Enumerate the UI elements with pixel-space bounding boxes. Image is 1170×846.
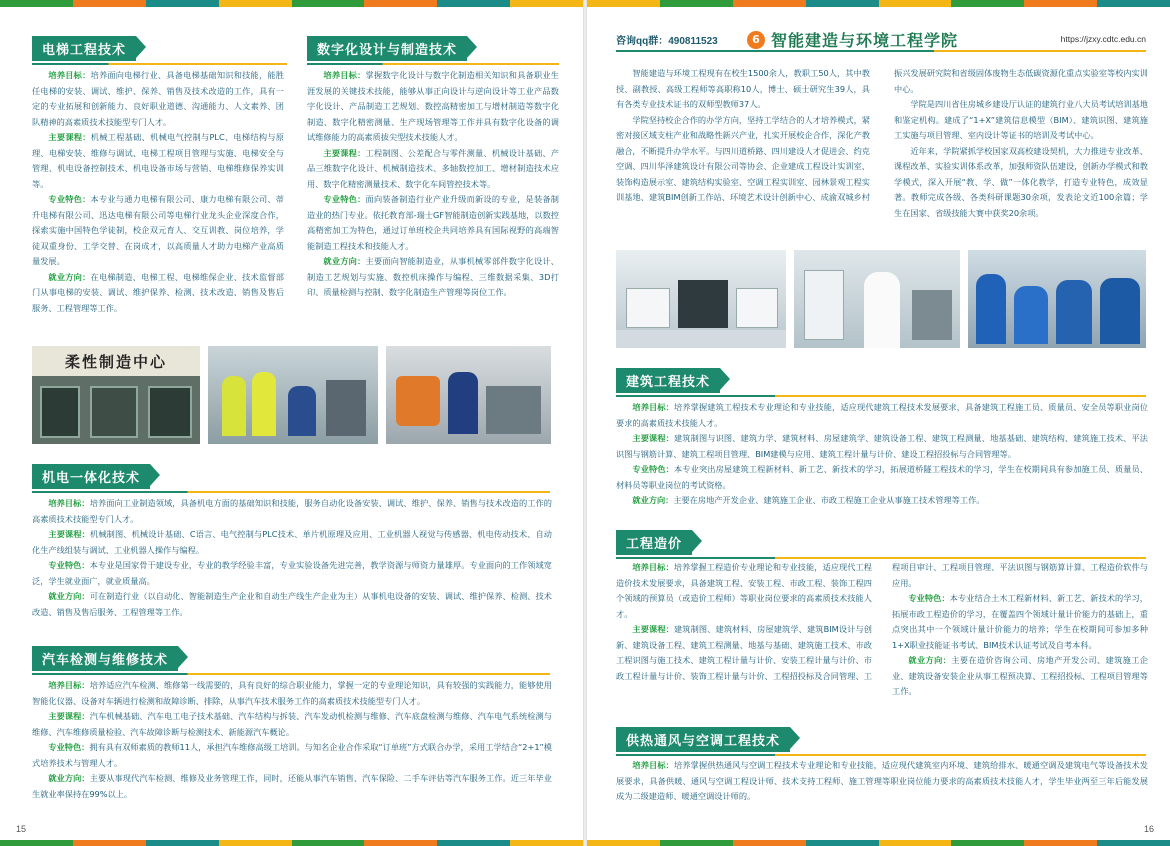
career-label: 就业方向： (48, 773, 90, 783)
feature-text: 拥有具有双师素质的教师11人，承担汽车维修高级工培训。与知名企业合作采取“订单班”方式联合办学，采用工学结合“2+1”模式培养技术与管理人才。 (32, 742, 552, 768)
career-label: 就业方向： (48, 591, 90, 601)
elevator-section-body (32, 68, 284, 316)
course-label: 主要课程： (632, 433, 674, 443)
goal-label: 培养目标： (632, 402, 674, 412)
intro-paragraph: 智能建造与环境工程现有在校生1500余人，教职工50人，其中教授、副教授、高级工程师等高职称10人，博士、硕士研究生39人，具有各类专业技术证书的双师型教师37人。 (616, 68, 870, 109)
career-text: 主要从事现代汽车检测、维修及业务管理工作，同时，还能从事汽车销售、汽车保险、二手车评估等汽车服务工作。近三年毕业生就业率保持在99%以上。 (32, 773, 552, 799)
college-number-badge: 6 (747, 31, 765, 49)
college-intro (616, 66, 1148, 236)
goal-text: 培养面向电梯行业、具备电梯基础知识和技能，能胜任电梯的安装、调试、维护、保养、销售及技术改造的工作，具有一定的专业拓展和创新能力、良好职业道德、沟通能力、人文素养、团队精神的高素质技术技能型专门人才。 (32, 70, 284, 127)
arch-section-body (616, 400, 1148, 509)
career-text: 主要面向智能制造业，从事机械零部件数字化设计、制造工艺规划与实施、数控机床操作与编程、三维数据采集、3D打印、质量检测与控制、数字化制造生产管理等岗位工作。 (307, 256, 559, 297)
auto-section-header (32, 646, 178, 671)
course-label: 主要课程： (323, 147, 366, 158)
right-page (587, 0, 1170, 846)
career-label: 就业方向： (323, 256, 366, 266)
goal-label: 培养目标： (632, 760, 674, 770)
section-title: 工程造价 (616, 530, 692, 555)
top-color-stripe (587, 0, 1170, 7)
feature-text: 本专业突出房屋建筑工程新材料、新工艺、新技术的学习，拓展道桥隧工程技术的学习，学生在校期间具有参加施工员、质量员、材料员等职业岗位的考试资格。 (616, 464, 1148, 490)
cost-section-header (616, 530, 692, 555)
elevator-section-header (32, 36, 136, 61)
intro-paragraph: 学院坚持校企合作的办学方向，坚持工学结合的人才培养模式，紧密对接区域支柱产业和战略性新兴产业，扎实开展校企合作，深化产教融合，不断提升办学水平。与四川道桥路、四川建设人才促进会、约克空调、四川华泽建筑设计有限公司等协会、企业建成工程设计实训室、装饰构造展示室、建筑结构实验室、空调工程实训室、园林景观工程实训基地、建筑BIM创新工作站、环境艺术设计创新中心、成渝双城乡村振兴发展研究院和省级固体废物生态低碳资源化重点实验室等校内实训中心。 (616, 68, 1148, 202)
feature-label: 专业特色： (48, 194, 91, 204)
course-text: 机械制图、机械设计基础、C语言、电气控制与PLC技术、单片机原理及应用、工业机器人视觉与传感器、机电传动技术、自动化生产线组装与调试、工业机器人操作与编程。 (32, 529, 552, 555)
course-text: 汽车机械基础、汽车电工电子技术基础、汽车结构与拆装、汽车发动机检测与维修、汽车底盘检测与维修、汽车电气系统检测与维修、汽车维修质量检验、汽车故障诊断与检测技术、新能源汽车概论。 (32, 711, 552, 737)
goal-label: 培养目标： (48, 70, 91, 80)
college-name: 智能建造与环境工程学院 (771, 31, 959, 50)
digital-section-body (307, 68, 559, 301)
feature-label: 专业特色： (48, 560, 90, 570)
course-label: 主要课程： (48, 711, 90, 721)
researcher-lab-photo (794, 250, 960, 348)
hvac-section-body (616, 758, 1148, 805)
goal-text: 掌握数字化设计与数字化制造相关知识和具备职业生涯发展的关键技术技能，能够从事正向设计与逆向设计等工业产品数字化设计、产品制造工艺规划、数控高精密加工与增材制造等数字化制造、数字化精密测量、生产现场管理等工作并具有数字化设备的调试维修能力的高素质拔尖型技术技能人才。 (307, 70, 559, 142)
page-number: 15 (16, 824, 27, 834)
goal-text: 培养掌握建筑工程技术专业理论和专业技能，适应现代建筑工程技术发展要求，具备建筑工程施工员、质量员、安全员等职业岗位要求的高素质技术技能人才。 (616, 402, 1148, 428)
section-title: 机电一体化技术 (32, 464, 150, 489)
intro-paragraph: 学院是四川省住房城乡建设厅认证的建筑行业八大员考试培训基地和鉴定机构。建成了“1+X”建筑信息模型（BIM）、建筑识图、建筑施工实施与项目管理、室内设计等证书的培训及考试中心。 (894, 99, 1148, 140)
top-color-stripe (0, 0, 583, 7)
page-number: 16 (1143, 824, 1154, 834)
career-text: 主要在房地产开发企业、建筑施工企业、市政工程施工企业从事施工技术管理等工作。 (673, 495, 985, 505)
flexible-manufacturing-center-photo (32, 346, 200, 444)
goal-text: 培养掌握供热通风与空调工程技术专业理论和专业技能，适应现代建筑室内环境、建筑给排水、暖通空调及建筑电气等设备技术发展要求，具备供暖、通风与空调工程设计师、技术支持工程师、施工管理等职业岗位能力要求的高素质技术技能人才，学生毕业两至三年后能发展成为二级建造师、暖通空调设计师的。 (616, 760, 1148, 801)
bottom-color-stripe (0, 840, 583, 846)
career-label: 就业方向： (908, 655, 952, 665)
goal-label: 培养目标： (48, 498, 90, 508)
website-url[interactable]: https://jzxy.cdtc.edu.cn (1060, 34, 1146, 44)
section-title: 汽车检测与维修技术 (32, 646, 178, 671)
students-workshop-photo (208, 346, 378, 444)
hvac-section-header (616, 727, 790, 752)
center-sign: 柔性制造中心 (64, 352, 167, 371)
goal-text: 培养面向工业制造领域，具备机电方面的基础知识和技能，服务自动化设备安装、调试、维护、保养、销售与技术改造的工作的高素质技术技能型专门人才。 (32, 498, 552, 524)
section-title: 电梯工程技术 (32, 36, 136, 61)
arch-section-header (616, 368, 720, 393)
goal-text: 培养适应汽车检测、维修第一线需要的，具有良好的综合职业能力，掌握一定的专业理论知识，具有较强的实践能力，能够使用智能化仪器、设备对车辆进行检测和故障诊断、排除，从事汽车技术服务工作的高素质技术技能型专门人才。 (32, 680, 552, 706)
feature-label: 专业特色： (908, 593, 950, 603)
course-label: 主要课程： (48, 132, 91, 142)
course-text: 机械工程基础、机械电气控制与PLC、电梯结构与原理、电梯安装、维修与调试、电梯工程项目管理与实施、电梯安全与管理、机电设备控制技术、机电设备市场与营销、电梯维修保养实训等。 (32, 132, 284, 189)
college-title (747, 28, 958, 51)
section-title: 供热通风与空调工程技术 (616, 727, 790, 752)
hvac-training-photo (968, 250, 1146, 348)
section-title: 建筑工程技术 (616, 368, 720, 393)
goal-text: 培养掌握工程造价专业理论和专业技能，适应现代工程造价技术发展要求，具备建筑工程、安装工程、市政工程、装饰工程四个领域的预算员（或造价工程师）等职业岗位要求的高素质技术技能人才。 (616, 562, 872, 619)
feature-label: 专业特色： (323, 194, 366, 204)
lab-equipment-photo (616, 250, 786, 348)
section-title: 数字化设计与制造技术 (307, 36, 467, 61)
course-text: 建筑制图、建筑材料、房屋建筑学、建筑BIM设计与创新、建筑设备工程、建筑工程测量、地基与基础、建筑施工技术、市政工程识图与施工技术、建筑工程计量与计价、安装工程计量与计价、市政工程计量与计价、装饰工程计量与计价、工程招投标及合同管理、工程项目审计、工程项目管理、平法识图与钢筋算计算、工程造价软件与应用。 (616, 562, 1148, 681)
feature-text: 面向装备制造行业产业升级而新设的专业，是装备制造业的热门专业。依托教育部-瑞士GF智能制造创新实践基地，以数控高精密加工为特色，通过订单班校企共同培养具有国际视野的高端智能制造工程技术和技能人才。 (307, 194, 559, 251)
course-text: 工程制图、公差配合与零件测量、机械设计基础、产品三维数字化设计、机械制造技术、多轴数控加工、增材制造技术应用、数字化精密测量技术、数字化车间管控技术等。 (307, 147, 559, 189)
career-label: 就业方向： (48, 271, 91, 282)
career-text: 主要在造价咨询公司、房地产开发公司、建筑施工企业、建筑设备安装企业从事工程预决算、工程招投标、工程项目管理等工作。 (892, 655, 1148, 696)
feature-text: 本专业与通力电梯有限公司、康力电梯有限公司、蒂升电梯有限公司、迅达电梯有限公司等电梯行业龙头企业深度合作，探索实施中国特色学徒制，校企双元育人、交互训教、岗位培养，学徒双重身份、工学交替、在岗成才，以高质量人才助力电梯产业高质量发展。 (32, 194, 284, 266)
college-header (616, 28, 1146, 56)
course-text: 建筑制图与识图、建筑力学、建筑材料、房屋建筑学、建筑设备工程、建筑工程测量、地基基础、建筑结构、建筑施工技术、平法识图与钢筋计算、建筑工程项目管理、BIM建模与应用、建筑工程计量与计价、建设工程招投标与合同管理等。 (616, 433, 1148, 459)
qq-group: 咨询qq群：490811523 (616, 36, 718, 47)
goal-label: 培养目标： (48, 680, 90, 690)
bottom-color-stripe (587, 840, 1170, 846)
course-label: 主要课程： (632, 624, 674, 634)
mechatronics-section-header (32, 464, 150, 489)
mechatronics-section-body (32, 496, 552, 620)
career-label: 就业方向： (632, 495, 674, 505)
feature-label: 专业特色： (48, 742, 90, 752)
cost-section-body (616, 560, 1148, 708)
feature-text: 本专业结合土木工程新材料、新工艺、新技术的学习，拓展市政工程造价的学习，在覆盖四个领域计量计价能力的基础上，重点突出其中一个领域计量计价能力的培养；学生在校期间可参加多种1+X职业技能证书考试、BIM技术认证考试及自考本科。 (892, 593, 1148, 650)
left-page (0, 0, 583, 846)
robot-lab-photo (386, 346, 551, 444)
feature-label: 专业特色： (632, 464, 674, 474)
course-label: 主要课程： (48, 529, 90, 539)
feature-text: 本专业是国家骨干建设专业，专业的教学经验丰富，专业实验设备先进完善，教学资源与师资力量雄厚。专业面向的工作领域宽泛，学生就业面广，就业质量高。 (32, 560, 552, 586)
auto-section-body (32, 678, 552, 802)
goal-label: 培养目标： (632, 562, 674, 572)
career-text: 可在制造行业（以自动化、智能制造生产企业和自动生产线生产企业为主）从事机电设备的安装、调试、维护保养、检测、技术改造、销售及售后服务、工程管理等工作。 (32, 591, 552, 617)
digital-section-header (307, 36, 467, 61)
career-text: 在电梯制造、电梯工程、电梯维保企业、技术监督部门从事电梯的安装、调试、维护保养、检测、技术改造、销售及售后服务、工程管理等工作。 (32, 271, 284, 313)
intro-paragraph: 近年来，学院紧抓学校国家双高校建设契机，大力推进专业改革、课程改革、实验实训体系改革，加强师资队伍建设，创新办学模式和教学模式，深入开展“教、学、做”一体化教学，打造专业特色，成效显著。教师完成各级、各类科研课题30余项，发表论文近100余篇；学生在国家、省级技能大赛中获奖20余项。 (894, 145, 1148, 218)
goal-label: 培养目标： (323, 70, 366, 80)
